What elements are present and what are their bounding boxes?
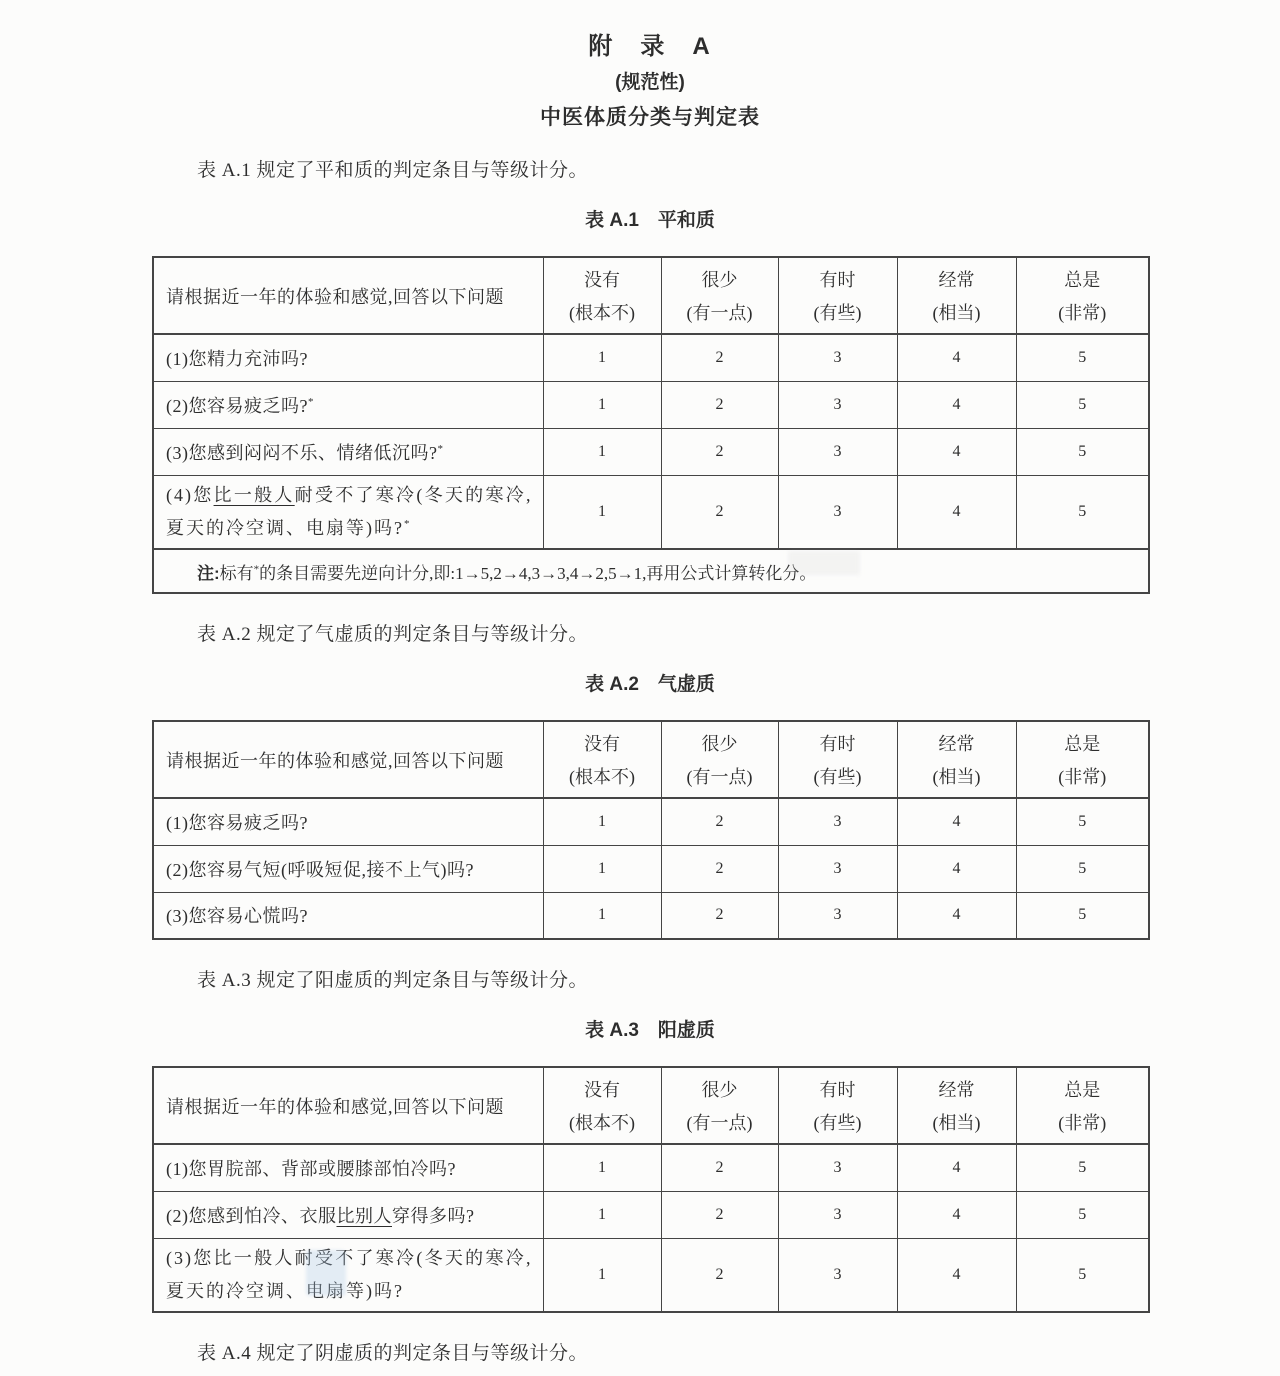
question-text: (1)您胃脘部、背部或腰膝部怕冷吗? xyxy=(166,1158,456,1179)
score-cell: 2 xyxy=(661,475,778,549)
question-text: 穿得多吗? xyxy=(392,1205,475,1226)
sections xyxy=(152,158,1148,1367)
score-cell: 2 xyxy=(661,892,778,939)
score-header-cell xyxy=(897,721,1016,798)
score-cell: 4 xyxy=(897,475,1016,549)
score-cell: 1 xyxy=(543,1191,661,1238)
table-body xyxy=(153,1144,1149,1312)
table-row xyxy=(153,798,1149,845)
score-header-line2: (有些) xyxy=(813,767,862,787)
score-cell: 3 xyxy=(778,475,897,549)
score-header-line1: 很少 xyxy=(701,1080,738,1100)
table-row xyxy=(153,892,1149,939)
table-row xyxy=(153,475,1149,549)
score-cell: 3 xyxy=(778,798,897,845)
question-text: (2)您容易气短(呼吸短促,接不上气)吗? xyxy=(166,859,474,880)
score-header-line2: (有一点) xyxy=(686,1113,753,1133)
note-row xyxy=(153,549,1149,593)
watermark-artifact-2 xyxy=(788,551,860,575)
score-header-line1: 总是 xyxy=(1064,734,1101,754)
score-header-line2: (相当) xyxy=(932,1113,981,1133)
score-cell: 1 xyxy=(543,475,661,549)
score-header-line1: 总是 xyxy=(1064,270,1101,290)
table-intro: 表 A.1 规定了平和质的判定条目与等级计分。 xyxy=(197,160,588,181)
score-header-line2: (非常) xyxy=(1058,767,1107,787)
score-header-line1: 没有 xyxy=(584,270,620,290)
question-cell xyxy=(153,428,543,475)
table-row xyxy=(153,334,1149,381)
score-cell: 2 xyxy=(661,845,778,892)
table-intro: 表 A.2 规定了气虚质的判定条目与等级计分。 xyxy=(197,624,588,645)
header-row xyxy=(153,257,1149,334)
score-header-line1: 总是 xyxy=(1064,1080,1101,1100)
score-cell: 3 xyxy=(778,1238,897,1312)
score-header-cell xyxy=(778,721,897,798)
table-caption: 表 A.3 阳虚质 xyxy=(585,1020,715,1041)
score-header-cell xyxy=(543,257,661,334)
score-cell: 3 xyxy=(778,428,897,475)
question-cell xyxy=(153,845,543,892)
score-cell: 5 xyxy=(1016,1238,1149,1312)
question-text: (3)您比一般人耐受不了寒冷(冬天的寒冷,夏天的冷空调、电扇等)吗? xyxy=(166,1247,533,1301)
normative-label: (规范性) xyxy=(615,72,685,93)
table-row xyxy=(153,845,1149,892)
score-header-line2: (根本不) xyxy=(569,1113,635,1133)
score-cell: 1 xyxy=(543,334,661,381)
score-cell: 5 xyxy=(1016,798,1149,845)
score-header-cell xyxy=(897,1067,1016,1144)
score-cell: 5 xyxy=(1016,845,1149,892)
score-header-line2: (有一点) xyxy=(686,303,753,323)
score-header-line1: 经常 xyxy=(938,270,975,290)
score-cell: 1 xyxy=(543,1238,661,1312)
document-title: 中医体质分类与判定表 xyxy=(540,106,760,129)
score-cell: 1 xyxy=(543,798,661,845)
score-cell: 3 xyxy=(778,1144,897,1191)
score-cell: 2 xyxy=(661,428,778,475)
score-cell: 4 xyxy=(897,1191,1016,1238)
score-header-line2: (根本不) xyxy=(569,303,635,323)
score-cell: 2 xyxy=(661,1144,778,1191)
question-cell xyxy=(153,892,543,939)
underlined-text: 比一般人 xyxy=(213,484,295,505)
question-cell xyxy=(153,334,543,381)
score-cell: 2 xyxy=(661,798,778,845)
question-text: (3)您感到闷闷不乐、情绪低沉吗? xyxy=(166,442,438,463)
score-cell: 2 xyxy=(661,1191,778,1238)
score-header-cell xyxy=(778,257,897,334)
question-header-cell: 请根据近一年的体验和感觉,回答以下问题 xyxy=(153,1067,543,1144)
score-cell: 5 xyxy=(1016,1144,1149,1191)
question-text: (2)您容易疲乏吗? xyxy=(166,395,308,416)
asterisk-mark: * xyxy=(253,562,260,575)
header-row xyxy=(153,721,1149,798)
question-text: (3)您容易心慌吗? xyxy=(166,906,308,927)
score-header-line2: (根本不) xyxy=(569,767,635,787)
score-cell: 5 xyxy=(1016,892,1149,939)
question-text: (1)您容易疲乏吗? xyxy=(166,812,308,833)
score-cell: 4 xyxy=(897,1238,1016,1312)
score-cell: 3 xyxy=(778,1191,897,1238)
question-text: (2)您感到怕冷、衣服 xyxy=(166,1205,337,1226)
score-header-line2: (相当) xyxy=(932,303,981,323)
question-cell xyxy=(153,1191,543,1238)
assessment-table xyxy=(152,720,1150,940)
score-header-line1: 很少 xyxy=(701,270,738,290)
score-cell: 5 xyxy=(1016,428,1149,475)
score-header-line1: 没有 xyxy=(584,1080,620,1100)
score-header-cell xyxy=(661,721,778,798)
question-header-cell: 请根据近一年的体验和感觉,回答以下问题 xyxy=(153,721,543,798)
question-cell xyxy=(153,1238,543,1312)
score-header-line1: 有时 xyxy=(819,270,856,290)
score-header-line2: (有一点) xyxy=(686,767,753,787)
score-header-line2: (相当) xyxy=(932,767,981,787)
asterisk-mark: * xyxy=(403,517,412,530)
assessment-table xyxy=(152,256,1150,594)
table-row xyxy=(153,1238,1149,1312)
score-cell: 1 xyxy=(543,1144,661,1191)
score-header-cell xyxy=(543,721,661,798)
score-cell: 4 xyxy=(897,1144,1016,1191)
score-cell: 4 xyxy=(897,428,1016,475)
question-cell xyxy=(153,1144,543,1191)
score-cell: 5 xyxy=(1016,475,1149,549)
watermark-artifact xyxy=(306,1250,346,1296)
note-cell xyxy=(153,549,1149,593)
table-body xyxy=(153,798,1149,939)
table-body xyxy=(153,334,1149,593)
score-header-line1: 经常 xyxy=(938,734,975,754)
question-cell xyxy=(153,475,543,549)
score-header-line1: 很少 xyxy=(701,734,738,754)
score-cell: 3 xyxy=(778,845,897,892)
score-cell: 4 xyxy=(897,334,1016,381)
note-text: 标有 xyxy=(219,563,254,583)
score-header-cell xyxy=(1016,1067,1149,1144)
score-cell: 3 xyxy=(778,381,897,428)
score-cell: 1 xyxy=(543,428,661,475)
assessment-table xyxy=(152,1066,1150,1313)
score-cell: 1 xyxy=(543,892,661,939)
appendix-title: 附 录 A xyxy=(588,33,712,60)
score-header-cell xyxy=(778,1067,897,1144)
score-cell: 2 xyxy=(661,334,778,381)
score-header-line2: (有些) xyxy=(813,1113,862,1133)
asterisk-mark: * xyxy=(437,442,444,455)
score-cell: 5 xyxy=(1016,334,1149,381)
score-header-cell xyxy=(661,1067,778,1144)
question-text: 耐受不了寒冷(冬天的寒冷,夏天的冷空调、电扇等)吗? xyxy=(166,484,533,538)
asterisk-mark: * xyxy=(307,395,314,408)
score-header-line1: 没有 xyxy=(584,734,620,754)
question-header-cell: 请根据近一年的体验和感觉,回答以下问题 xyxy=(153,257,543,334)
score-header-cell xyxy=(543,1067,661,1144)
score-header-cell xyxy=(897,257,1016,334)
score-cell: 5 xyxy=(1016,381,1149,428)
table-caption: 表 A.1 平和质 xyxy=(585,210,715,231)
note-label: 注: xyxy=(197,563,220,583)
score-cell: 4 xyxy=(897,845,1016,892)
score-header-line1: 有时 xyxy=(819,1080,856,1100)
score-header-cell xyxy=(1016,721,1149,798)
table-row xyxy=(153,428,1149,475)
score-cell: 1 xyxy=(543,845,661,892)
header-row xyxy=(153,1067,1149,1144)
score-cell: 3 xyxy=(778,892,897,939)
table-intro: 表 A.3 规定了阳虚质的判定条目与等级计分。 xyxy=(197,970,588,991)
question-text: (4)您 xyxy=(166,484,214,505)
score-cell: 3 xyxy=(778,334,897,381)
score-cell: 2 xyxy=(661,1238,778,1312)
score-header-line1: 经常 xyxy=(938,1080,975,1100)
question-cell xyxy=(153,381,543,428)
score-cell: 4 xyxy=(897,381,1016,428)
score-header-line2: (有些) xyxy=(813,303,862,323)
question-text: (1)您精力充沛吗? xyxy=(166,348,308,369)
score-header-line2: (非常) xyxy=(1058,1113,1107,1133)
table-row xyxy=(153,381,1149,428)
score-header-cell xyxy=(1016,257,1149,334)
score-cell: 4 xyxy=(897,798,1016,845)
score-cell: 5 xyxy=(1016,1191,1149,1238)
table-row xyxy=(153,1144,1149,1191)
underlined-text: 比别人 xyxy=(336,1205,392,1226)
score-cell: 1 xyxy=(543,381,661,428)
score-cell: 4 xyxy=(897,892,1016,939)
score-header-line1: 有时 xyxy=(819,734,856,754)
table-caption: 表 A.2 气虚质 xyxy=(585,674,715,695)
table-row xyxy=(153,1191,1149,1238)
question-cell xyxy=(153,798,543,845)
score-header-cell xyxy=(661,257,778,334)
table-intro: 表 A.4 规定了阴虚质的判定条目与等级计分。 xyxy=(197,1343,588,1364)
note-text: 的条目需要先逆向计分,即:1→5,2→4,3→3,4→2,5→1,再用公式计算转化分。 xyxy=(259,563,817,583)
score-header-line2: (非常) xyxy=(1058,303,1107,323)
score-cell: 2 xyxy=(661,381,778,428)
